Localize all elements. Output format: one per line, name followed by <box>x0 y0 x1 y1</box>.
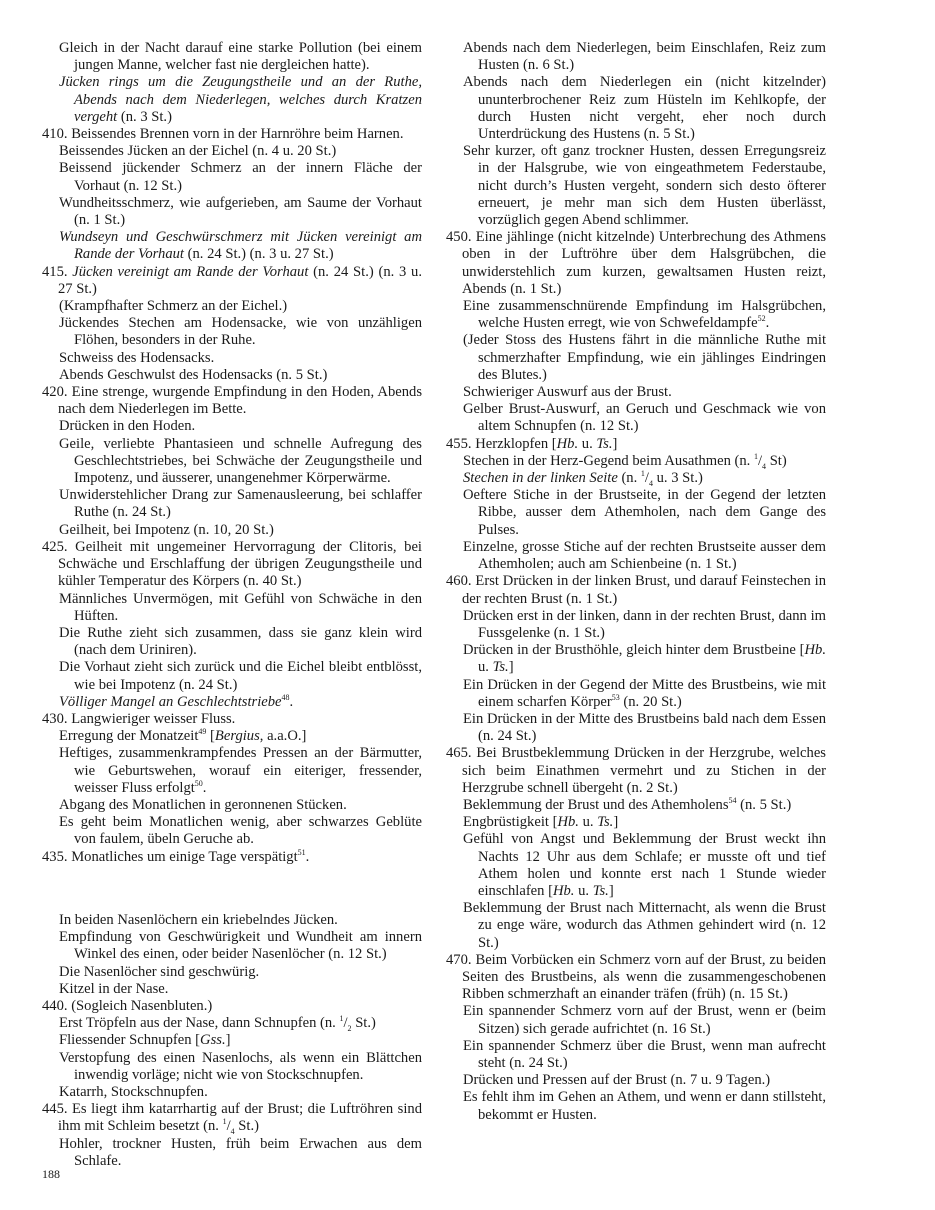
symptom-entry: Jückendes Stechen am Hodensacke, wie von unzähligen Flöhen, besonders in der Ruhe. <box>59 315 422 349</box>
symptom-entry: Stechen in der Herz-Gegend beim Ausathmen (n. $^1/_4$ St) <box>463 452 787 471</box>
numbered-symptom-entry: 430. Langwieriger weisser Fluss. <box>42 710 236 727</box>
numbered-symptom-entry: 470. Beim Vorbücken ein Schmerz vorn auf der Brust, zu beiden Seiten des Brustbeins, als wenn die zusammengeschobenen Ribben schmerzhaft an einander träfen (früh) (n. 15 St.) <box>446 951 826 1003</box>
numbered-symptom-entry: 420. Eine strenge, wurgende Empfindung in den Hoden, Abends nach dem Niederlegen im Bette. <box>42 384 422 418</box>
symptom-entry: Die Nasenlöcher sind geschwürig. <box>59 963 260 980</box>
symptom-entry: Männliches Unvermögen, mit Gefühl von Schwäche in den Hüften. <box>59 590 422 624</box>
symptom-entry: Es geht beim Monatlichen wenig, aber schwarzes Geblüte von faulem, übeln Geruche ab. <box>59 814 422 848</box>
symptom-entry: Gleich in der Nacht darauf eine starke Pollution (bei einem jungen Manne, welcher fast nie dergleichen hatte). <box>59 40 422 74</box>
symptom-entry: Kitzel in der Nase. <box>59 980 169 997</box>
numbered-symptom-entry: 440. (Sogleich Nasenbluten.) <box>42 997 213 1014</box>
numbered-symptom-entry: 450. Eine jählinge (nicht kitzelnde) Unterbrechung des Athmens oben in der Luftröhre über dem Halsgrübchen, die unwiderstehlich zum kurzen, gewaltsamen Husten reizt, Abends (n. 1 St.) <box>446 229 826 297</box>
symptom-entry: Erst Tröpfeln aus der Nase, dann Schnupfen (n. $^1/_2$ St.) <box>59 1014 376 1034</box>
symptom-entry: Abends nach dem Niederlegen ein (nicht kitzelnder) ununterbrochener Reiz zum Hüsteln im Kehlkopfe, der durch Husten nicht vergeht, eher noch durch Unterdrückung des Hustens (n. 5 St.) <box>463 74 826 143</box>
symptom-entry: Geile, verliebte Phantasieen und schnelle Aufregung des Geschlechtstriebes, bei Schwäche der Zeugungstheile und Impotenz, und äusserer, unangenehmer Körperwärme. <box>59 435 422 487</box>
symptom-entry: Gelber Brust-Auswurf, an Geruch und Geschmack wie von altem Schnupfen (n. 12 St.) <box>463 401 826 435</box>
symptom-entry: (Jeder Stoss des Hustens fährt in die männliche Ruthe mit schmerzhafter Empfindung, wie ein jählinges Eindringen des Blutes.) <box>463 332 826 383</box>
symptom-entry: Ein spannender Schmerz über die Brust, wenn man aufrecht steht (n. 24 St.) <box>463 1037 826 1071</box>
page-number: 188 <box>42 1167 60 1181</box>
symptom-entry: Hohler, trockner Husten, früh beim Erwachen aus dem Schlafe. <box>59 1135 422 1169</box>
symptom-entry: Heftiges, zusammenkrampfendes Pressen an der Bärmutter, wie Geburtswehen, worauf ein eiteriger, fressender, weisser Fluss erfolgt$^{50}$. <box>59 745 422 796</box>
symptom-entry: In beiden Nasenlöchern ein kriebelndes Jücken. <box>59 911 338 928</box>
symptom-entry: Unwiderstehlicher Drang zur Samenausleerung, bei schlaffer Ruthe (n. 24 St.) <box>59 487 422 521</box>
symptom-entry: Wundheitsschmerz, wie aufgerieben, am Saume der Vorhaut (n. 1 St.) <box>59 194 422 229</box>
symptom-entry: Drücken und Pressen auf der Brust (n. 7 u. 9 Tagen.) <box>463 1072 771 1089</box>
section-gap <box>42 880 422 897</box>
numbered-symptom-entry: 460. Erst Drücken in der linken Brust, und darauf Feinstechen in der rechten Brust (n. 1 St.) <box>446 573 826 607</box>
left-column <box>42 40 422 1170</box>
symptom-entry: Engbrüstigkeit [Hb. u. Ts.] <box>463 814 619 831</box>
symptom-entry: Wundseyn und Geschwürschmerz mit Jücken vereinigt am Rande der Vorhaut (n. 24 St.) (n. 3 u. 27 St.) <box>59 229 422 263</box>
symptom-entry: Beissendes Jücken an der Eichel (n. 4 u. 20 St.) <box>59 143 337 160</box>
symptom-entry: Sehr kurzer, oft ganz trockner Husten, dessen Erregungsreiz in der Halsgrube, wie von eingeathmetem Federstaube, nicht durch’s Husten vergeht, sondern sich desto öfterer erneuert, je mehr man sich dem Husten überlässt, vorzüglich gegen Abend schlimmer. <box>463 143 826 229</box>
symptom-entry: Abgang des Monatlichen in geronnenen Stücken. <box>59 796 347 813</box>
symptom-entry: Drücken in den Hoden. <box>59 418 196 435</box>
symptom-entry: Die Ruthe zieht sich zusammen, dass sie ganz klein wird (nach dem Uriniren). <box>59 624 422 659</box>
numbered-symptom-entry: 415. Jücken vereinigt am Rande der Vorhaut (n. 24 St.) (n. 3 u. 27 St.) <box>42 263 422 297</box>
symptom-entry: Schwieriger Auswurf aus der Brust. <box>463 384 672 401</box>
symptom-entry: Drücken in der Brusthöhle, gleich hinter dem Brustbeine [Hb. u. Ts.] <box>463 642 826 676</box>
symptom-entry: Ein Drücken in der Mitte des Brustbeins bald nach dem Essen (n. 24 St.) <box>463 710 826 745</box>
symptom-entry: Völliger Mangel an Geschlechtstriebe$^{48}$. <box>59 692 294 710</box>
symptom-entry: Ein Drücken in der Gegend der Mitte des Brustbeins, wie mit einem scharfen Körper$^{53}$ (n. 20 St.) <box>463 676 826 710</box>
numbered-symptom-entry: 455. Herzklopfen [Hb. u. Ts.] <box>446 435 618 452</box>
numbered-symptom-entry: 445. Es liegt ihm katarrhartig auf der Brust; die Luftröhren sind ihm mit Schleim besetzt (n. $^1/_4$ St.) <box>42 1101 422 1137</box>
symptom-entry: Es fehlt ihm im Gehen an Athem, und wenn er dann stillsteht, bekommt er Husten. <box>463 1089 826 1123</box>
symptom-entry: Beklemmung der Brust und des Athemholens$^{54}$ (n. 5 St.) <box>463 796 792 813</box>
symptom-entry: Gefühl von Angst und Beklemmung der Brust weckt ihn Nachts 12 Uhr aus dem Schlafe; er musste oft und tief Athem holen und konnte erst nach 1 Stunde wieder einschlafen [Hb. u. Ts.] <box>463 831 826 899</box>
symptom-entry: Katarrh, Stockschnupfen. <box>59 1083 208 1100</box>
symptom-entry: Drücken erst in der linken, dann in der rechten Brust, dann im Fussgelenke (n. 1 St.) <box>463 607 826 641</box>
symptom-entry: Abends Geschwulst des Hodensacks (n. 5 St.) <box>59 366 328 383</box>
symptom-entry: Stechen in der linken Seite (n. $^1/_4$ u. 3 St.) <box>463 469 703 488</box>
symptom-entry: Oeftere Stiche in der Brustseite, in der Gegend der letzten Ribbe, ausser dem Athemholen, nach dem Gange des Pulses. <box>463 487 826 538</box>
numbered-symptom-entry: 425. Geilheit mit ungemeiner Hervorragung der Clitoris, bei Schwäche und Erschlaffung der übrigen Zeugungstheile und kühler Temperatur des Körpers (n. 40 St.) <box>42 538 422 590</box>
symptom-entry: (Krampfhafter Schmerz an der Eichel.) <box>59 298 288 315</box>
symptom-entry: Einzelne, grosse Stiche auf der rechten Brustseite ausser dem Athemholen; auch am Schienbeine (n. 1 St.) <box>463 538 826 573</box>
symptom-entry: Verstopfung des einen Nasenlochs, als wenn ein Blättchen inwendig vorläge; nicht wie von Stockschnupfen. <box>59 1049 422 1083</box>
symptom-entry: Fliessender Schnupfen [Gss.] <box>59 1032 231 1049</box>
symptom-entry: Die Vorhaut zieht sich zurück und die Eichel bleibt entblösst, wie bei Impotenz (n. 24 St.) <box>59 659 422 693</box>
symptom-entry: Eine zusammenschnürende Empfindung im Halsgrübchen, welche Husten erregt, wie von Schwefeldampfe$^{52}$. <box>463 298 826 332</box>
symptom-entry: Geilheit, bei Impotenz (n. 10, 20 St.) <box>59 521 274 538</box>
numbered-symptom-entry: 435. Monatliches um einige Tage verspätigt$^{51}$. <box>42 847 310 865</box>
symptom-entry: Beissend jückender Schmerz an der innern Fläche der Vorhaut (n. 12 St.) <box>59 160 422 194</box>
symptom-entry: Beklemmung der Brust nach Mitternacht, als wenn die Brust zu enge wäre, wodurch das Athmen gehindert wird (n. 12 St.) <box>463 900 826 951</box>
symptom-entry: Jücken rings um die Zeugungstheile und an der Ruthe, Abends nach dem Niederlegen, welches durch Kratzen vergeht (n. 3 St.) <box>59 74 422 125</box>
numbered-symptom-entry: 410. Beissendes Brennen vorn in der Harnröhre beim Harnen. <box>42 126 404 143</box>
symptom-entry: Abends nach dem Niederlegen, beim Einschlafen, Reiz zum Husten (n. 6 St.) <box>463 40 826 74</box>
symptom-entry: Erregung der Monatzeit$^{49}$ [Bergius, a.a.O.] <box>59 727 307 745</box>
right-column <box>446 40 826 1124</box>
numbered-symptom-entry: 465. Bei Brustbeklemmung Drücken in der Herzgrube, welches sich beim Einathmen vermehrt und zu Stichen in der Herzgrube schnell übergeht (n. 2 St.) <box>446 745 826 796</box>
symptom-entry: Ein spannender Schmerz vorn auf der Brust, wenn er (beim Sitzen) sich gerade aufrichtet (n. 16 St.) <box>463 1003 826 1037</box>
symptom-entry: Empfindung von Geschwürigkeit und Wundheit am innern Winkel des einen, oder beider Nasenlöcher (n. 12 St.) <box>59 929 422 963</box>
symptom-entry: Schweiss des Hodensacks. <box>59 349 215 366</box>
